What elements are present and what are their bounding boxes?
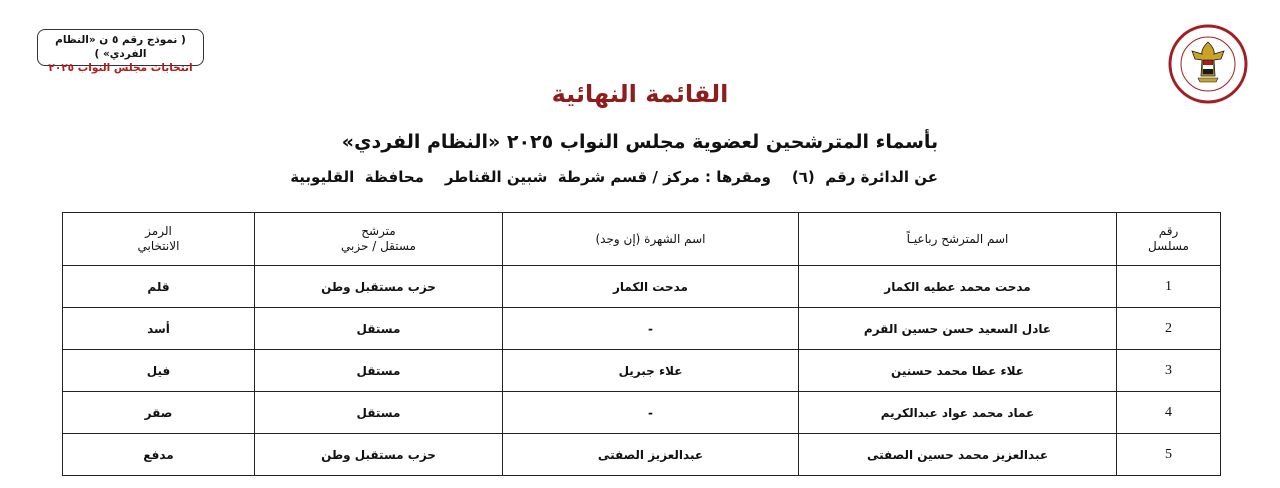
serial-column-header: [1117, 213, 1221, 266]
electoral-symbol-cell: قلم: [63, 266, 255, 308]
symbol-header-line1: الرمز: [145, 224, 172, 238]
candidate-name-cell: عبدالعزيز محمد حسين الصفتى: [799, 434, 1117, 476]
nickname-cell: علاء جبريل: [503, 350, 799, 392]
nickname-cell: مدحت الكمار: [503, 266, 799, 308]
type-column-header: [255, 213, 503, 266]
type-header-line1: مترشح: [361, 224, 396, 238]
serial-header-line2: مسلسل: [1148, 239, 1189, 253]
serial-cell: 1: [1117, 266, 1221, 308]
candidate-type-cell: مستقل: [255, 392, 503, 434]
candidate-name-cell: عادل السعيد حسن حسين القرم: [799, 308, 1117, 350]
electoral-symbol-cell: مدفع: [63, 434, 255, 476]
table-header-row: [63, 213, 1221, 266]
nickname-cell: -: [503, 392, 799, 434]
electoral-symbol-cell: صقر: [63, 392, 255, 434]
serial-cell: 4: [1117, 392, 1221, 434]
table-row: [63, 434, 1221, 476]
district-line: عن الدائرة رقم (٦) ومقرها : مركز / قسم شرطة شبين القناطر محافظة القليوبية: [290, 168, 938, 186]
candidate-name-cell: عماد محمد عواد عبدالكريم: [799, 392, 1117, 434]
candidate-type-cell: مستقل: [255, 350, 503, 392]
form-number-box: [37, 29, 204, 74]
electoral-symbol-cell: فيل: [63, 350, 255, 392]
candidate-type-cell: حزب مستقبل وطن: [255, 266, 503, 308]
candidates-table: [62, 212, 1221, 476]
nickname-column-header: اسم الشهرة (إن وجد): [503, 213, 799, 266]
type-header-line2: مستقل / حزبي: [341, 239, 416, 253]
symbol-column-header: [63, 213, 255, 266]
candidate-type-cell: مستقل: [255, 308, 503, 350]
nickname-cell: -: [503, 308, 799, 350]
symbol-header-line2: الانتخابي: [137, 239, 180, 253]
table-row: [63, 392, 1221, 434]
serial-cell: 3: [1117, 350, 1221, 392]
table-row: [63, 266, 1221, 308]
page-subtitle: بأسماء المترشحين لعضوية مجلس النواب ٢٠٢٥ «النظام الفردي»: [341, 131, 939, 153]
candidate-type-cell: حزب مستقبل وطن: [255, 434, 503, 476]
form-number-label: ( نموذج رقم ٥ ن «النظام الفردي» ): [55, 34, 186, 60]
candidate-name-cell: علاء عطا محمد حسنين: [799, 350, 1117, 392]
name-column-header: اسم المترشح رباعيـاً: [799, 213, 1117, 266]
election-name-label: انتخابات مجلس النواب ٢٠٢٥: [48, 62, 193, 74]
serial-cell: 2: [1117, 308, 1221, 350]
table-row: [63, 308, 1221, 350]
candidate-name-cell: مدحت محمد عطيه الكمار: [799, 266, 1117, 308]
electoral-symbol-cell: أسد: [63, 308, 255, 350]
nickname-cell: عبدالعزيز الصفتى: [503, 434, 799, 476]
table-row: [63, 350, 1221, 392]
serial-header-line1: رقم: [1158, 224, 1179, 238]
serial-cell: 5: [1117, 434, 1221, 476]
page-title: القائمة النهائية: [551, 80, 729, 108]
